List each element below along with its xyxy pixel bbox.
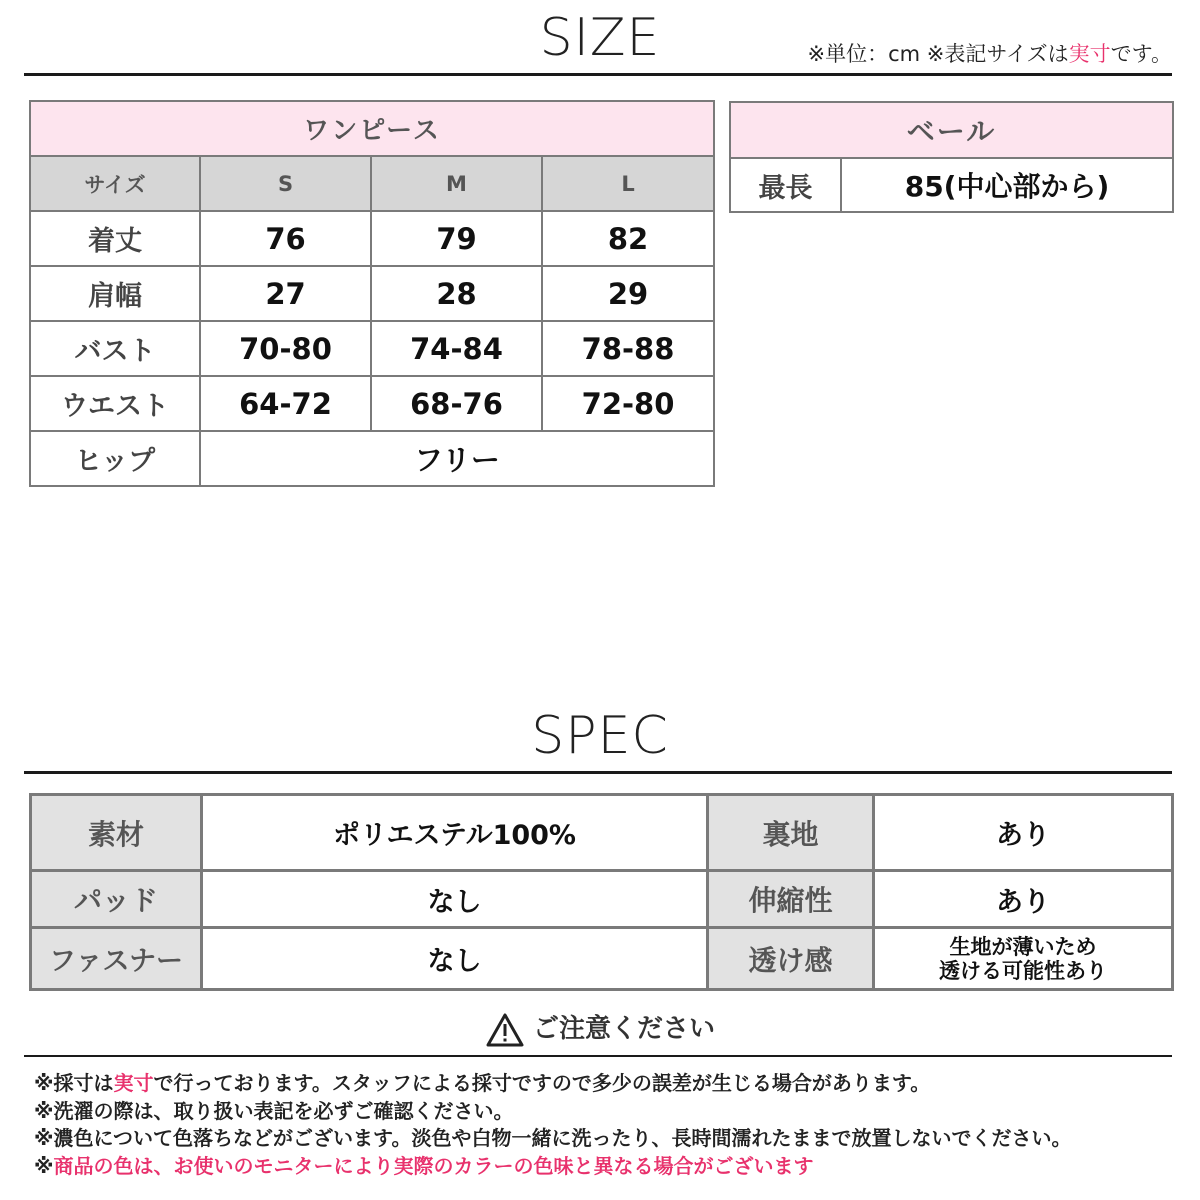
table-row [30, 211, 714, 266]
unit-note-highlight: 実寸 [1068, 42, 1111, 66]
cell-value: 68-76 [371, 376, 542, 431]
veil-title: ベール [730, 102, 1173, 158]
cell-value: 64-72 [200, 376, 371, 431]
row-label: ウエスト [30, 376, 200, 431]
table-row [31, 871, 1173, 928]
cell-value: 29 [542, 266, 714, 321]
header-size-s: S [200, 156, 371, 211]
size-heading: SIZE [539, 8, 661, 68]
note-text: ※採寸は [34, 1071, 114, 1095]
spec-rule [24, 771, 1172, 774]
onepiece-size-table [29, 100, 715, 487]
table-row [30, 266, 714, 321]
unit-note-prefix: ※単位：cm ※表記サイズは [807, 42, 1069, 66]
cell-value: 78-88 [542, 321, 714, 376]
spec-value: ポリエステル100% [202, 795, 708, 871]
veil-size-table [729, 101, 1174, 213]
note-highlight: 実寸 [113, 1071, 154, 1095]
spec-value-transparency [874, 928, 1173, 990]
spec-heading: SPEC [531, 706, 669, 766]
spec-label: ファスナー [31, 928, 202, 990]
spec-value: あり [874, 795, 1173, 871]
spec-label: 裏地 [708, 795, 874, 871]
table-row [30, 376, 714, 431]
size-rule [24, 73, 1172, 76]
unit-note-suffix: です。 [1110, 42, 1172, 66]
header-size-m: M [371, 156, 542, 211]
caution-title: ご注意ください [532, 1014, 715, 1044]
onepiece-title: ワンピース [30, 101, 714, 156]
cell-value: 72-80 [542, 376, 714, 431]
table-row [31, 928, 1173, 990]
spec-value: なし [202, 928, 708, 990]
cell-value: 82 [542, 211, 714, 266]
row-label: 肩幅 [30, 266, 200, 321]
note-line [34, 1070, 1184, 1098]
cell-value: 28 [371, 266, 542, 321]
note-text: ※ [34, 1153, 54, 1178]
spec-value: なし [202, 871, 708, 928]
note-text: で行っております。スタッフによる採寸ですので多少の誤差が生じる場合があります。 [153, 1071, 931, 1095]
notes [34, 1070, 1184, 1180]
note-line: ※濃色について色落ちなどがございます。淡色や白物一緒に洗ったり、長時間濡れたままで放置しないでください。 [34, 1126, 1072, 1150]
cell-value: 27 [200, 266, 371, 321]
cell-value: 76 [200, 211, 371, 266]
table-row [31, 795, 1173, 871]
table-row [30, 321, 714, 376]
caution-rule [24, 1055, 1172, 1057]
veil-row-label: 最長 [730, 158, 841, 212]
note-line [34, 1153, 1184, 1181]
spec-value-line: 生地が薄いため [949, 934, 1097, 959]
veil-row-value: 85(中心部から) [841, 158, 1173, 212]
spec-value-line: 透ける可能性あり [939, 958, 1107, 983]
cell-value: 74-84 [371, 321, 542, 376]
note-line: ※洗濯の際は、取り扱い表記を必ずご確認ください。 [34, 1098, 514, 1123]
spec-label: パッド [31, 871, 202, 928]
spec-label: 素材 [31, 795, 202, 871]
cell-value-hip: フリー [200, 431, 714, 486]
unit-note [807, 38, 1172, 68]
header-size-l: L [542, 156, 714, 211]
cell-value: 79 [371, 211, 542, 266]
spec-label: 透け感 [708, 928, 874, 990]
spec-label: 伸縮性 [708, 871, 874, 928]
note-highlight: 商品の色は、お使いのモニターにより実際のカラーの色味と異なる場合がございます [53, 1153, 814, 1178]
table-row [730, 158, 1173, 212]
row-label: 着丈 [30, 211, 200, 266]
row-label-hip: ヒップ [30, 431, 200, 486]
cell-value: 70-80 [200, 321, 371, 376]
table-row [30, 431, 714, 486]
row-label: バスト [30, 321, 200, 376]
caution-heading [0, 1008, 1200, 1048]
warning-icon [485, 1012, 525, 1048]
spec-table [29, 793, 1174, 991]
spec-value: あり [874, 871, 1173, 928]
header-size-label: サイズ [30, 156, 200, 211]
